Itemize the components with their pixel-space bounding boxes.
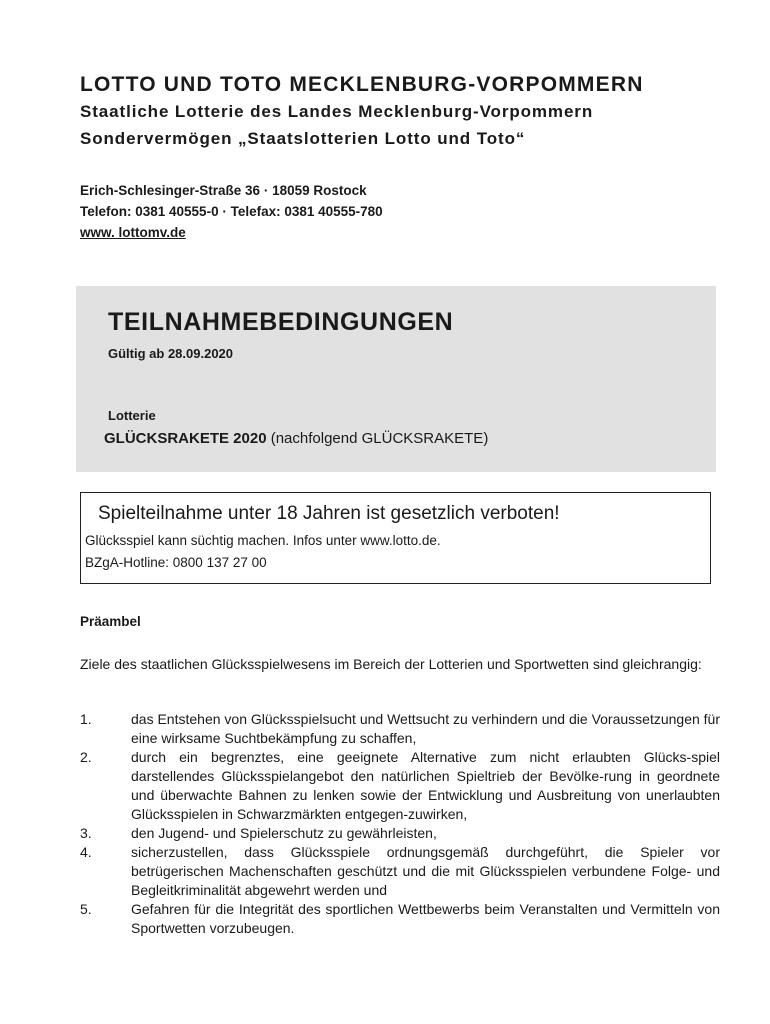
addiction-warning-text: Glücksspiel kann süchtig machen. Infos unter www.lotto.de. [85,533,441,548]
list-item [80,900,720,938]
preamble-heading: Präambel [80,614,141,629]
list-item-number: 1. [80,711,92,727]
contact-block [80,180,383,243]
lottery-label: Lotterie [108,408,156,423]
list-item-text: sicherzustellen, dass Glücksspiele ordnungsgemäß durchgeführt, die Spieler vor betrügerischen Machenschaften geschützt und die mit Glücksspielen verbundene Folge- und Begleitkriminalität abgewehrt werden und [131,844,720,898]
age-warning-text: Spielteilnahme unter 18 Jahren ist gesetzlich verboten! [98,503,560,524]
lottery-name: GLÜCKSRAKETE 2020 [104,430,267,447]
list-item-text: durch ein begrenztes, eine geeignete Alternative zum nicht erlaubten Glücks-spiel darstellendes Glücksspielangebot den natürlichen Spieltrieb der Bevölke-rung in geordnete und überwachte Bahnen zu lenken sowie der Entwicklung und Ausbreitung von unerlaubten Glücksspielen in Schwarzmärkten entgegen-zuwirken, [131,749,720,822]
organization-title: LOTTO UND TOTO MECKLENBURG-VORPOMMERN [80,73,644,96]
phone-fax-line: Telefon: 0381 40555-0 · Telefax: 0381 40555-780 [80,204,383,219]
valid-from-date: Gültig ab 28.09.2020 [108,346,234,361]
list-item-text: den Jugend- und Spielerschutz zu gewährleisten, [131,825,437,841]
document-header [80,72,720,152]
lottery-name-line [104,430,488,447]
goals-list [80,710,720,938]
list-item [80,843,720,900]
list-item-text: Gefahren für die Integrität des sportlichen Wettbewerbs beim Veranstalten und Vermitteln von Sportwetten vorzubeugen. [131,901,720,936]
list-item [80,824,720,843]
organization-subtitle: Staatliche Lotterie des Landes Mecklenburg-Vorpommern [80,102,594,121]
organization-fund-line: Sondervermögen „Staatslotterien Lotto und Toto“ [80,129,526,148]
website-link[interactable]: www. lottomv.de [80,225,186,240]
list-item-number: 5. [80,901,92,917]
list-item-number: 2. [80,749,92,765]
list-item-number: 3. [80,825,92,841]
list-item-number: 4. [80,844,92,860]
list-item-text: das Entstehen von Glücksspielsucht und Wettsucht zu verhindern und die Voraussetzungen für eine wirksame Suchtbekämpfung zu schaffen, [131,711,720,746]
title-box [76,286,716,472]
list-item [80,710,720,748]
list-item [80,748,720,824]
lottery-name-note: (nachfolgend GLÜCKSRAKETE) [266,430,489,447]
document-title: TEILNAHMEBEDINGUNGEN [108,308,454,336]
age-warning-box [80,492,711,584]
address-line: Erich-Schlesinger-Straße 36 · 18059 Rostock [80,183,367,198]
preamble-intro: Ziele des staatlichen Glücksspielwesens im Bereich der Lotterien und Sportwetten sind gleichrangig: [80,656,702,672]
hotline-text: BZgA-Hotline: 0800 137 27 00 [85,555,267,570]
